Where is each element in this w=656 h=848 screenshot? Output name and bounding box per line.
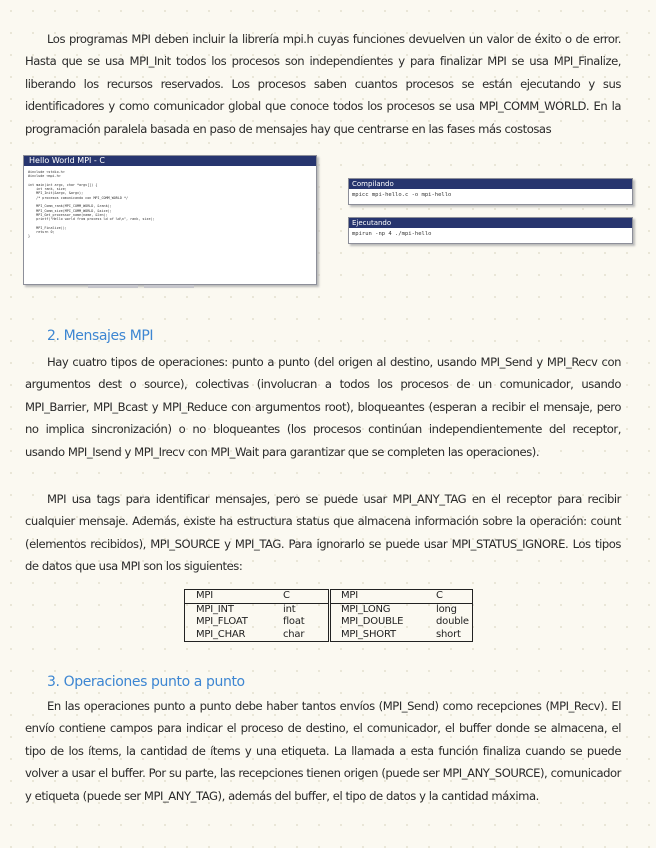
table-row <box>185 603 473 616</box>
table-row <box>185 629 473 642</box>
section2-heading: 2. Mensajes MPI <box>47 328 154 344</box>
code-line: printf("Hello world from process %d of %d\n", rank, size); <box>28 217 155 222</box>
section2-paragraph-1: Hay cuatro tipos de operaciones: punto a punto (del origen al destino, usando MPI_Send y MPI_Recv con argumentos dest o source), colectivas (involucran a todos los procesos de un comunicador, usando MPI_Barrier, MPI_Bcast y MPI_Reduce con argumentos root), bloqueantes (esperan a recibir el mensaje, pero no implica sincronización) o no bloqueantes (los procesos continúan independientemente del receptor, usando MPI_Isend y MPI_Irecv con MPI_Wait para garantizar que se completen las operaciones). <box>25 355 621 459</box>
code-line: } <box>28 234 31 239</box>
code-body <box>24 166 316 239</box>
section3-heading: 3. Operaciones punto a punto <box>47 674 245 690</box>
table-cell: int <box>283 603 296 615</box>
code-line: #include <mpi.h> <box>28 174 61 179</box>
code-line: MPI_Init(&argc, &argv); <box>28 191 84 196</box>
table-header: MPI <box>330 590 426 604</box>
code-line: MPI_Comm_size(MPI_COMM_WORLD, &size); <box>28 208 112 213</box>
table-cell: short <box>436 628 461 640</box>
code-line: #include <stdio.h> <box>28 170 65 174</box>
compile-command: mpicc mpi-hello.c -o mpi-hello <box>352 192 452 198</box>
run-terminal-title: Ejecutando <box>349 218 632 228</box>
compile-terminal-title: Compilando <box>349 179 632 189</box>
code-line: MPI_Get_processor_name(name, &len); <box>28 212 108 217</box>
table-header: C <box>272 590 330 604</box>
code-line: /* procesos comunicando con MPI_COMM_WORLD */ <box>28 195 129 200</box>
table-cell: MPI_INT <box>196 603 234 615</box>
code-window-title: Hello World MPI - C <box>24 156 316 166</box>
mpi-types-table <box>184 589 473 642</box>
table-cell: MPI_LONG <box>330 603 426 616</box>
table-cell: long <box>436 603 457 615</box>
table-cell: MPI_CHAR <box>196 628 246 640</box>
compile-terminal <box>348 178 633 205</box>
run-terminal <box>348 217 633 244</box>
section3-paragraph: En las operaciones punto a punto debe haber tantos envíos (MPI_Send) como recepciones (MPI_Recv). El envío contiene campos para indicar el proceso de destino, el comunicador, el buffer donde se almacena, el tipo de los ítems, la cantidad de ítems y una etiqueta. La llamada a esta función finaliza cuando se puede volver a usar el buffer. Por su parte, las recepciones tienen origen (puede ser MPI_ANY_SOURCE), comunicador y etiqueta (puede ser MPI_ANY_TAG), además del buffer, el tipo de datos y la cantidad máxima. <box>25 699 621 803</box>
table-cell: MPI_FLOAT <box>196 616 248 628</box>
section2-paragraph-2: MPI usa tags para identificar mensajes, pero se puede usar MPI_ANY_TAG en el receptor para recibir cualquier mensaje. Además, existe ha estructura status que almacena información sobre la operación: count (elementos recibidos), MPI_SOURCE y MPI_TAG. Para ignorarlo se puede usar MPI_STATUS_IGNORE. Los tipos de datos que usa MPI son los siguientes: <box>25 492 621 574</box>
code-line: MPI_Finalize(); <box>28 225 67 230</box>
code-line: int main(int argc, char *argv[]) { <box>28 182 98 187</box>
table-header: MPI <box>185 590 273 604</box>
table-cell: float <box>283 616 305 628</box>
table-header: C <box>425 590 473 604</box>
table-header-row <box>185 590 473 604</box>
intro-paragraph: Los programas MPI deben incluir la librería mpi.h cuyas funciones devuelven un valor de éxito o de error. Hasta que se usa MPI_Init todos los procesos son independientes y para finalizar MPI se usa MPI_Finalize, liberando los recursos reservados. Los procesos saben cuantos procesos se están ejecutando y sus identificadores y como comunicador global que conoce todos los procesos se usa MPI_COMM_WORLD. En la programación paralela basada en paso de mensajes hay que centrarse en las fases más costosas <box>25 32 621 136</box>
code-line: int rank, size; <box>28 187 67 192</box>
code-window-tab <box>144 285 194 288</box>
table-cell: char <box>283 628 305 640</box>
code-window-tab <box>88 285 138 288</box>
code-line: return 0; <box>28 230 55 235</box>
table-cell: double <box>436 616 469 628</box>
table-cell: MPI_DOUBLE <box>330 616 426 629</box>
table-row <box>185 616 473 629</box>
table-cell: MPI_SHORT <box>330 629 426 642</box>
code-window <box>23 155 317 285</box>
code-line: MPI_Comm_rank(MPI_COMM_WORLD, &rank); <box>28 204 112 209</box>
run-command: mpirun -np 4 ./mpi-hello <box>352 231 432 237</box>
